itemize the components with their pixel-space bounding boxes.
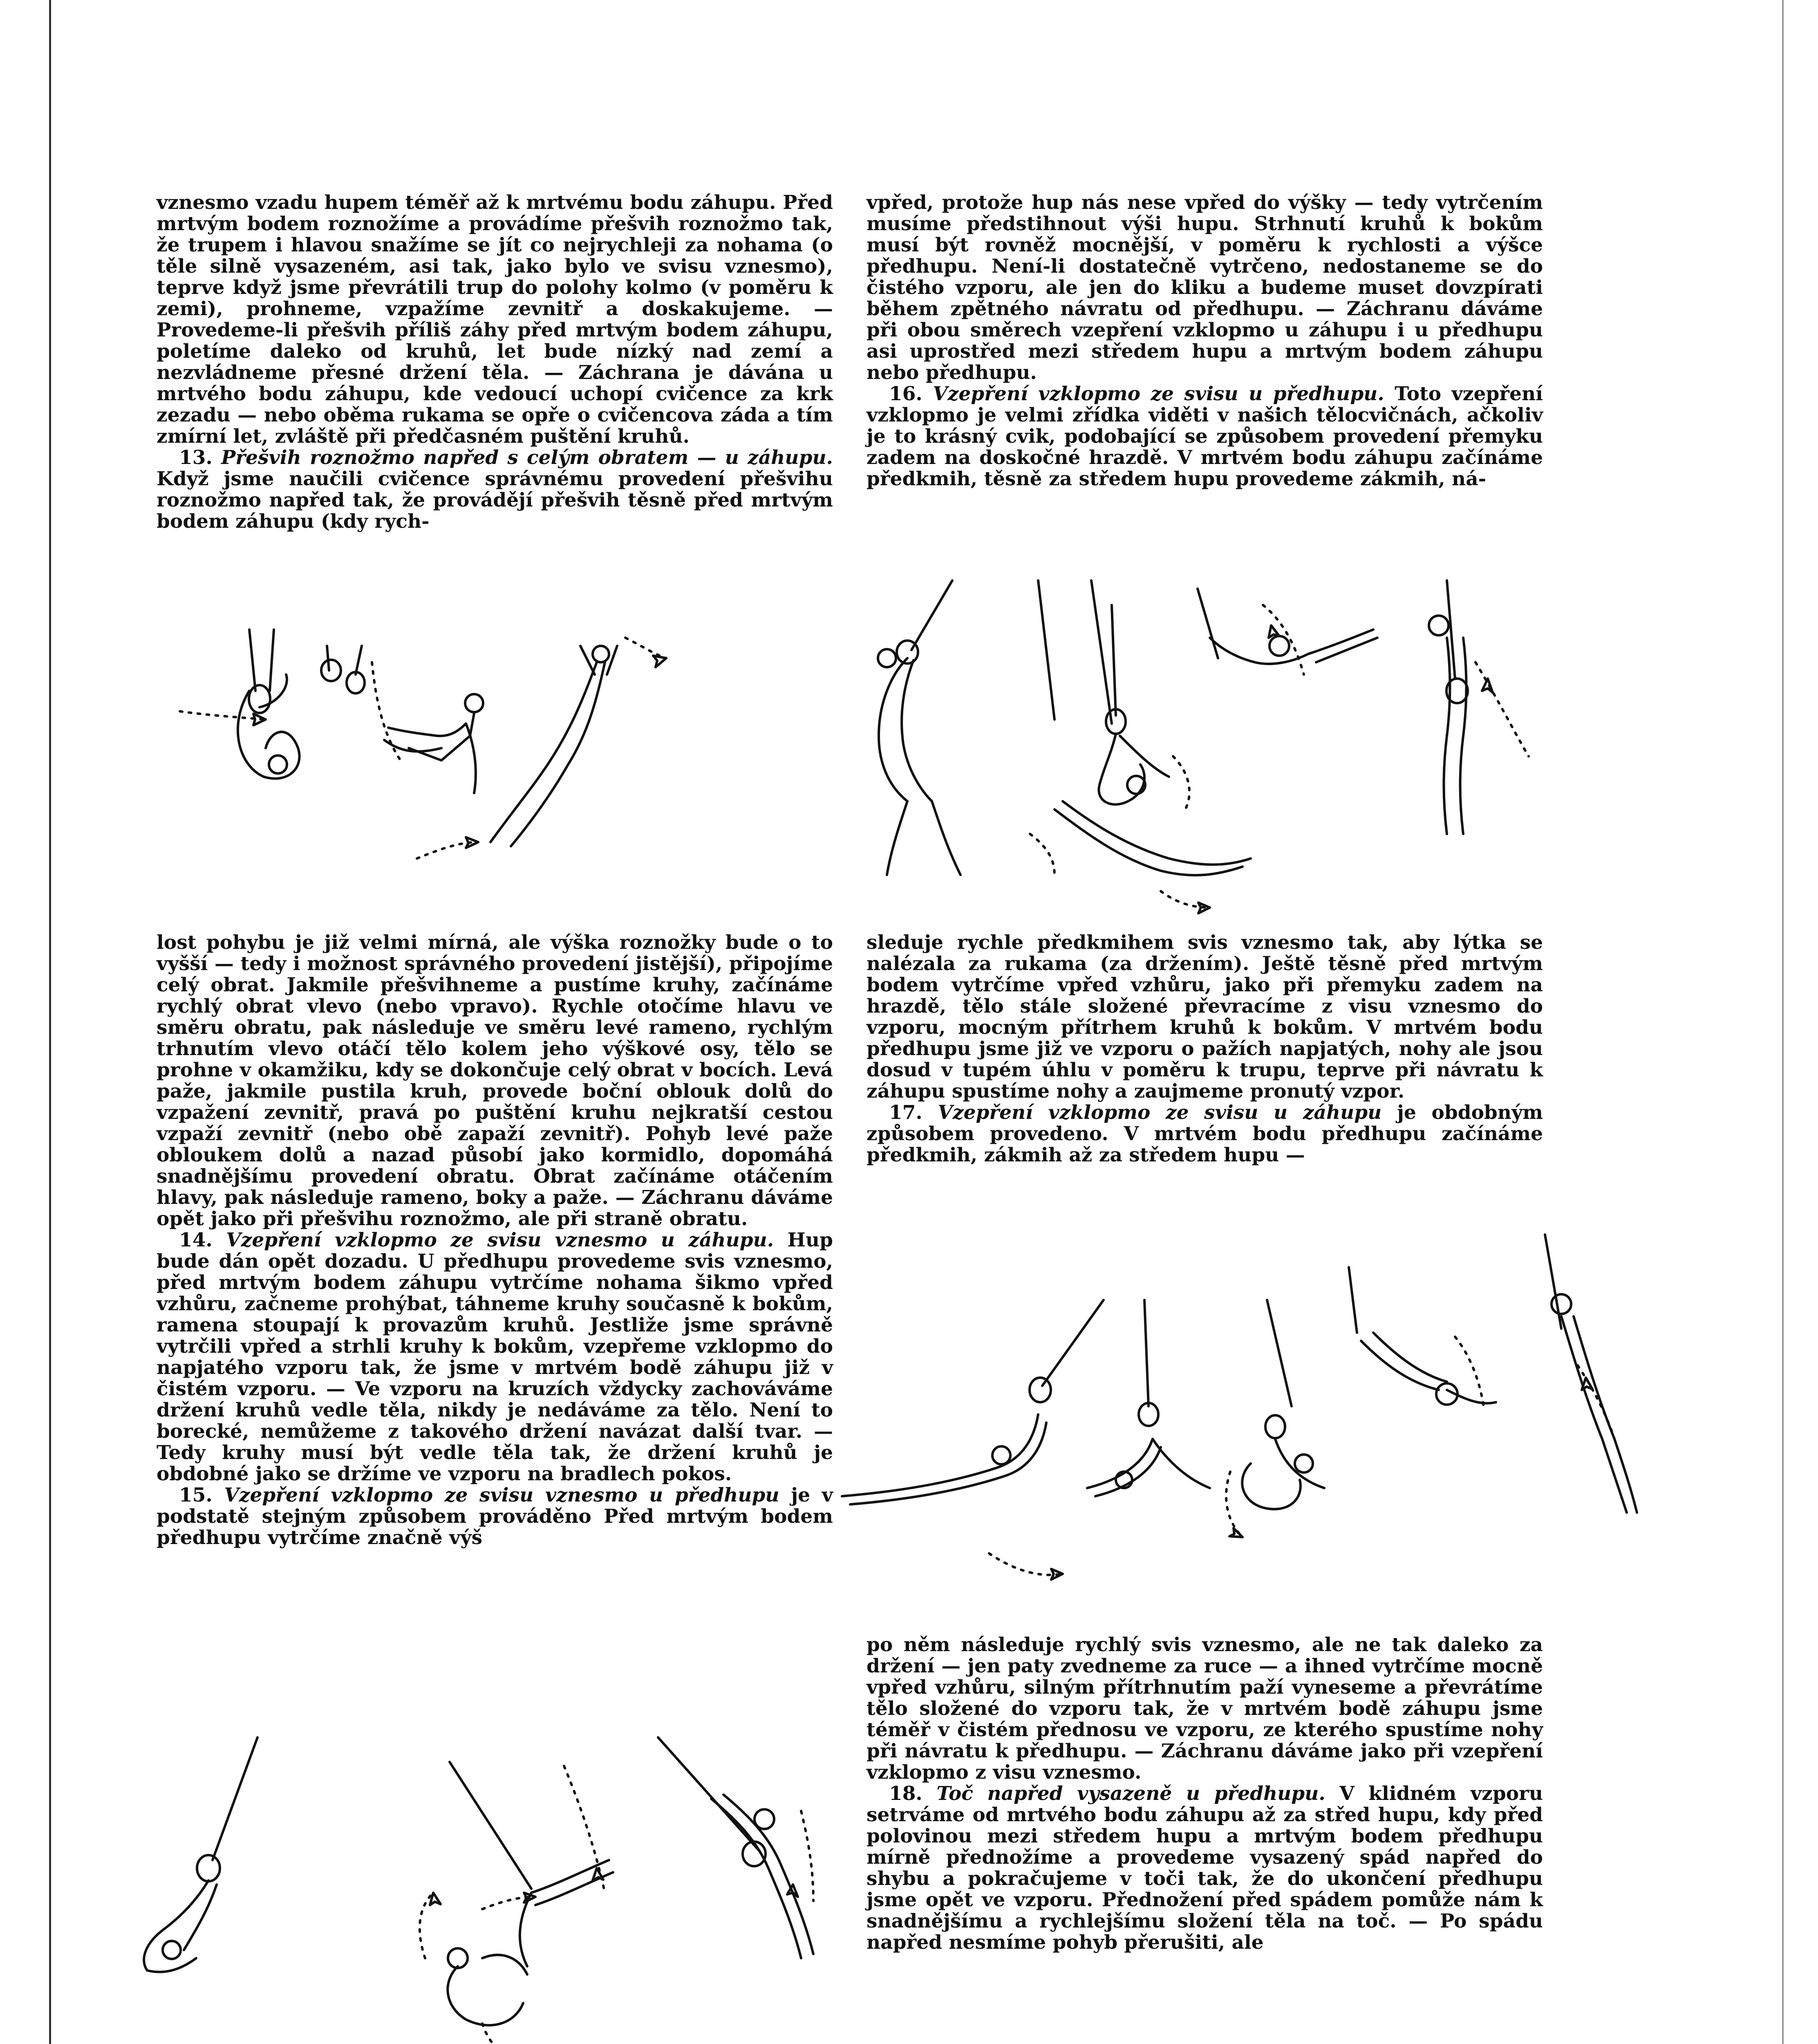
section-text: Když jsme naučili cvičence správnému provedení přešvihu roznožmo napřed tak, že provádějí přešvih těsně před mrtvým bodem záhupu (kdy rych- [157, 468, 833, 533]
left-column-block-2 [157, 932, 833, 1549]
right-column-block-3 [866, 1634, 1543, 1953]
paragraph-continued: po něm následuje rychlý svis vznesmo, ale ne tak daleko za držení — jen paty zvedneme za ruce — a ihned vytrčíme mocně vpřed vzhůru, silným přítrhnutím paží vyneseme a převrátíme tělo složené do vzporu tak, že v mrtvém bodě záhupu jsme téměř v čistém přednosu ve vzporu, ze kterého spustíme nohy při návratu k předhupu. — Záchranu dáváme jako při vzepření vzklopmo z visu vznesmo. [866, 1634, 1543, 1784]
section-title: Vzepření vzklopmo ze svisu vznesmo u předhupu [224, 1484, 779, 1506]
paragraph-14 [157, 1230, 833, 1485]
paragraph-17 [866, 1102, 1543, 1166]
section-text: Toto vzepření vzklopmo je velmi zřídka viděti v našich tělocvičnách, ačkoliv je to krásný cvik, podobající se způsobem provedení přemyku zadem na doskočné hrazdě. V mrtvém bodu záhupu začínáme předkmih, těsně za středem hupu provedeme zákmih, ná- [866, 383, 1543, 490]
paragraph-18 [866, 1783, 1543, 1953]
section-number: 15. [179, 1484, 213, 1506]
right-column-block-2 [866, 932, 1543, 1166]
section-title: Vzepření vzklopmo ze svisu u předhupu. [933, 383, 1384, 405]
section-title: Vzepření vzklopmo ze svisu u záhupu [938, 1101, 1382, 1124]
figure-16-kip-to-support-forward [826, 580, 1623, 928]
left-column-block-1 [157, 192, 833, 532]
paragraph-16 [866, 383, 1543, 490]
figure-15-kip-from-inverted-hang [123, 1737, 838, 2044]
paragraph-continued: sleduje rychle předkmihem svis vznesmo tak, aby lýtka se nalézala za rukama (za držením). Ještě těsně před mrtvým bodem vytrčíme vpřed vzhůru, jako při přemyku zadem na hrazdě, tělo stále složené převracíme z visu vznesmo do vzporu, mocným přítrhem kruhů k bokům. V mrtvém bodu předhupu jsme již ve vzporu o pažích napjatých, nohy ale jsou dosud v tupém úhlu v poměru k trupu, teprve při návratu k záhupu spustíme nohy a zaujmeme pronutý vzpor. [866, 931, 1543, 1103]
paragraph-continued: vpřed, protože hup nás nese vpřed do výšky — tedy vytrčením musíme předstihnout výši hupu. Strhnutí kruhů k bokům musí být rovněž mocnější, v poměru k rychlosti a výšce předhupu. Není-li dostatečně vytrčeno, nedostaneme se do čistého vzporu, ale jen do kliku a budeme muset dovzpírati během zpětného návratu od předhupu. — Záchranu dáváme při obou směrech vzepření vzklopmo u záhupu i u předhupu asi uprostřed mezi středem hupu a mrtvým bodem záhupu nebo předhupu. [866, 191, 1543, 384]
figure-13-full-turn [155, 630, 850, 928]
section-title: Toč napřed vysazeně u předhupu. [936, 1782, 1325, 1805]
section-title: Přešvih roznožmo napřed s celým obratem — u záhupu. [221, 446, 833, 469]
section-text: je v podstatě stejným způsobem prováděno Před mrtvým bodem předhupu vytrčíme značně výš [157, 1484, 833, 1549]
paragraph-15 [157, 1485, 833, 1549]
section-title: Vzepření vzklopmo ze svisu vznesmo u záhupu. [226, 1229, 774, 1251]
section-number: 14. [179, 1229, 213, 1251]
section-text: je obdobným způsobem provedeno. V mrtvém bodu předhupu začínáme předkmih, zákmih až za středem hupu — [866, 1101, 1543, 1166]
left-scan-edge [49, 0, 51, 2044]
right-scan-edge [1782, 0, 1784, 2044]
paragraph-continued: vznesmo vzadu hupem téměř až k mrtvému bodu záhupu. Před mrtvým bodem roznožíme a provádíme přešvih roznožmo tak, že trupem i hlavou snažíme se jít co nejrychleji za nohama (o těle silně vysazeném, asi tak, jako bylo ve svisu vznesmo), teprve když jsme převrátili trup do polohy kolmo (v poměru k zemi), prohneme, vzpažíme zevnitř a doskakujeme. — Provedeme-li přešvih příliš záhy před mrtvým bodem záhupu, poletíme daleko od kruhů, let bude nízký nad zemí a nezvládneme přesné držení těla. — Záchrana je dávána u mrtvého bodu záhupu, kde vedoucí uchopí cvičence za krk zezadu — nebo oběma rukama se opře o cvičencova záda a tím zmírní let, zvláště při předčasném puštění kruhů. [157, 191, 833, 448]
section-number: 18. [889, 1782, 922, 1805]
paragraph-continued: lost pohybu je již velmi mírná, ale výška roznožky bude o to vyšší — tedy i možnost správného provedení jistější), připojíme celý obrat. Jakmile přešvihneme a pustíme kruhy, začínáme rychlý obrat vlevo (nebo vpravo). Rychle otočíme hlavu ve směru obratu, pak následuje ve směru levé rameno, rychlým trhnutím vlevo otáčí tělo kolem jeho výškové osy, tělo se prohne v okamžiku, kdy se dokončuje celý obrat v bocích. Levá paže, jakmile pustila kruh, provede boční oblouk dolů do vzpažení zevnitř, pravá po puštění kruhu nejkratší cestou vzpaží zevnitř (nebo obě zapaží zevnitř). Pohyb levé paže obloukem dolů a nazad působí jako kormidlo, dopomáhá snadnějšímu provedení obratu. Obrat začínáme otáčením hlavy, pak následuje rameno, boky a paže. — Záchranu dáváme opět jako při přešvihu roznožmo, ale při straně obratu. [157, 931, 833, 1230]
right-column-block-1 [866, 192, 1543, 490]
section-text: Hup bude dán opět dozadu. U předhupu provedeme svis vznesmo, před mrtvým bodem záhupu vytrčíme nohama šikmo vpřed vzhůru, začneme prohýbat, táhneme kruhy současně k bokům, ramena stoupají k provazům kruhů. Jestliže jsme správně vytrčili vpřed a strhli kruhy k bokům, vzepřeme vzklopmo do napjatého vzporu tak, že jsme v mrtvém bodě záhupu již v čistém vzporu. — Ve vzporu na kruzích vždycky zachováváme držení kruhů vedle těla, nikdy je nedáváme za tělo. Není to borecké, nemůžeme z takového držení navázat další tvar. — Tedy kruhy musí být vedle těla tak, že držení kruhů je obdobné jako se držíme ve vzporu na bradlech pokos. [157, 1229, 833, 1485]
section-number: 17. [889, 1101, 922, 1124]
figure-17-kip-to-support-backward [842, 1235, 1639, 1602]
paragraph-13 [157, 447, 833, 532]
section-number: 13. [179, 446, 213, 469]
section-number: 16. [889, 383, 922, 405]
section-text: V klidném vzporu setrváme od mrtvého bodu záhupu až za střed hupu, kdy před polovinou mezi středem hupu a mrtvým bodem předhupu mírně přednožíme a provedeme vysazený spád napřed do shybu a pokračujeme v toči tak, že do ukončení předhupu jsme opět ve vzporu. Přednožení před spádem pomůže nám k snadnějšímu a rychlejšímu složení těla na toč. — Po spádu napřed nesmíme pohyb přerušiti, ale [866, 1782, 1543, 1954]
